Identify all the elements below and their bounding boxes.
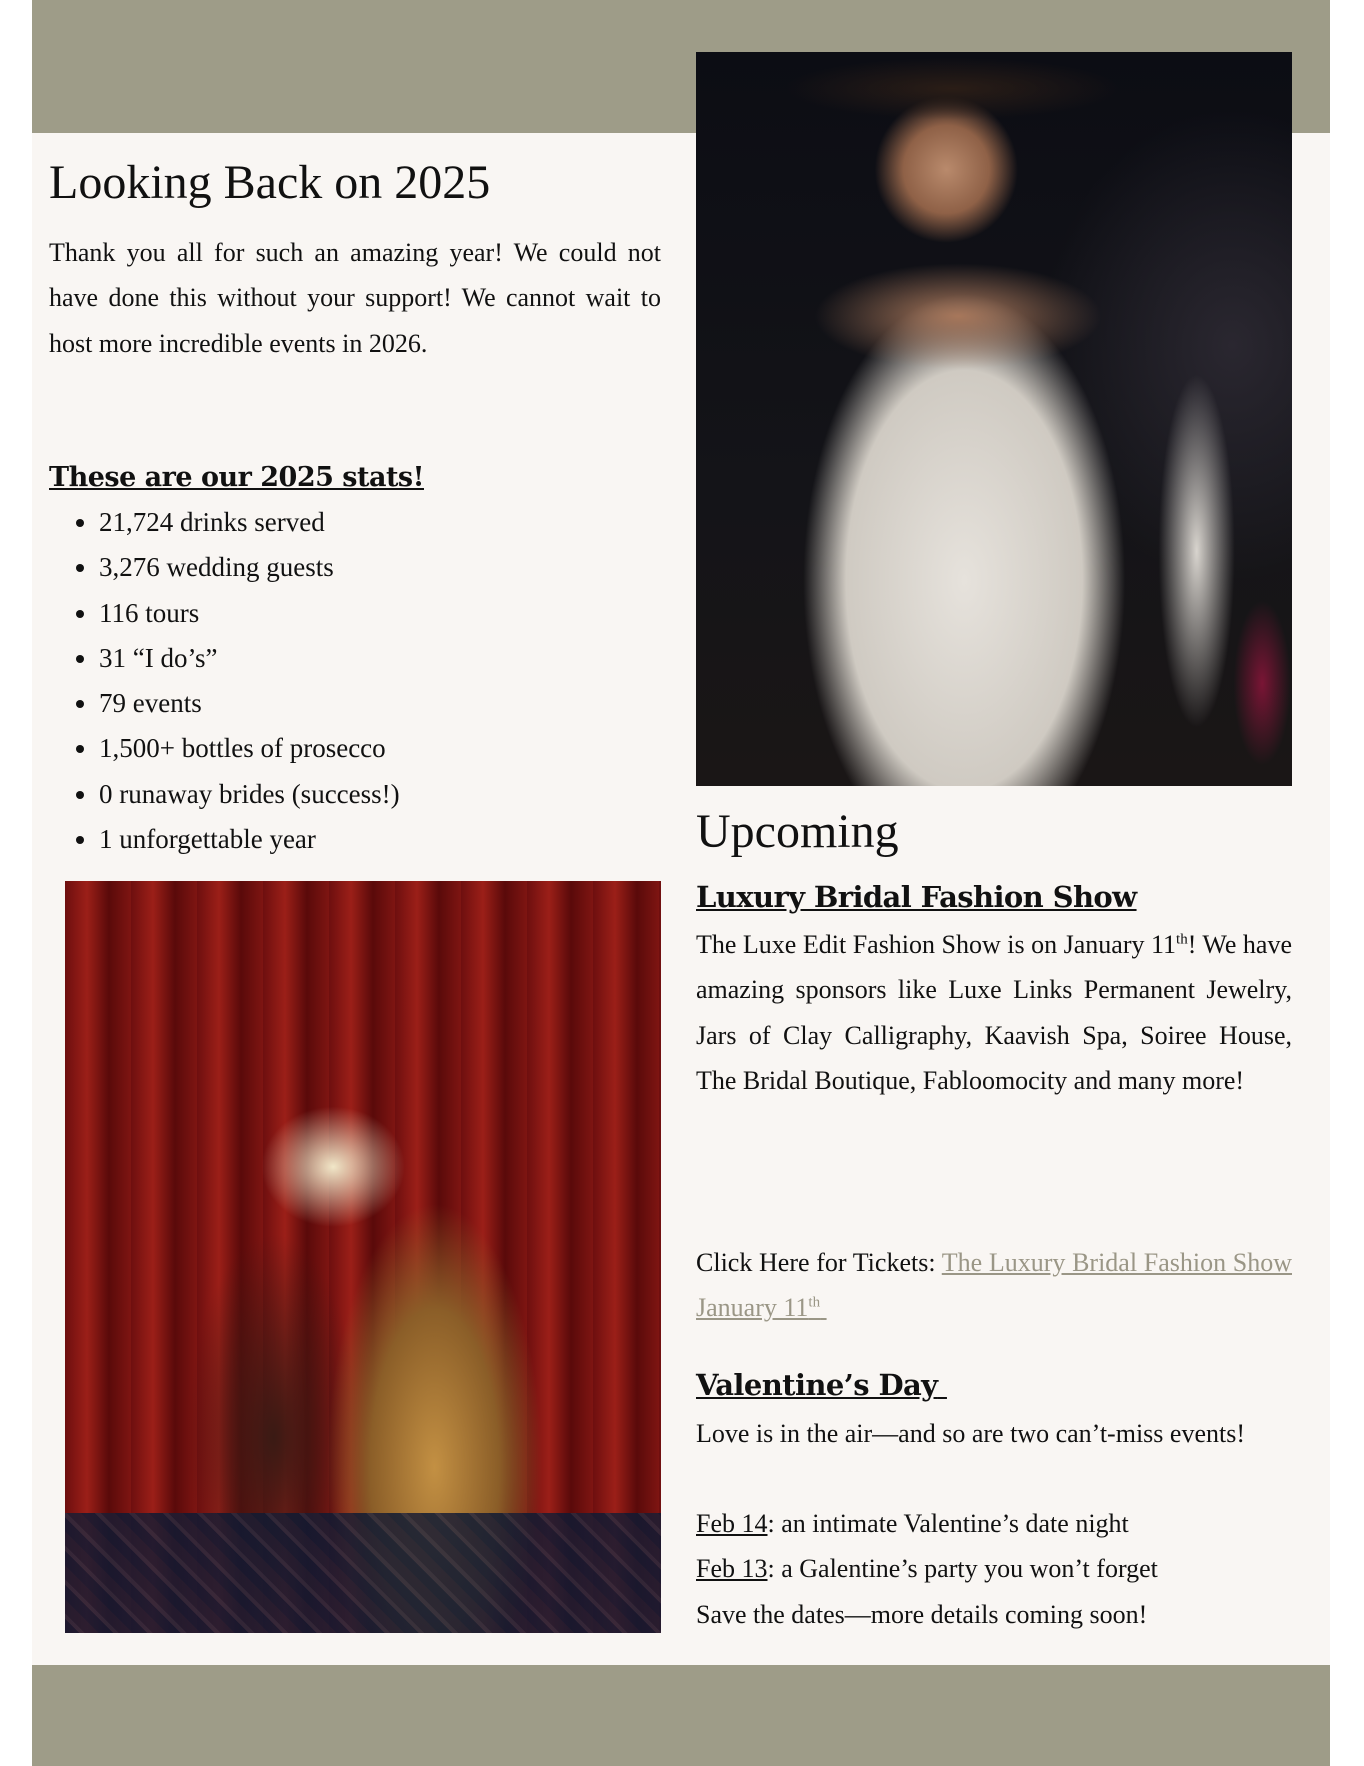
list-item: • 79 events (99, 681, 400, 726)
list-item: • 1 unforgettable year (99, 817, 400, 862)
valentine-closing: Save the dates—more details coming soon! (696, 1600, 1148, 1629)
fashion-text-end: ! We have amazing sponsors like Luxe Links Permanent Jewelry, Jars of Clay Calligraphy, Kaavish Spa, Soiree House, The Bridal Boutique, Fabloomocity and many more! (696, 930, 1292, 1095)
footer-band (32, 1665, 1330, 1766)
stats-list (49, 500, 400, 862)
stats-heading: These are our 2025 stats! (49, 462, 424, 493)
intro-paragraph: Thank you all for such an amazing year! We could not have done this without your support! We cannot wait to host more incredible events in 2026. (49, 238, 661, 358)
fashion-text-start: The Luxe Edit Fashion Show is on January 11 (696, 930, 1177, 959)
list-item: • 31 “I do’s” (99, 636, 400, 681)
list-item: • 1,500+ bottles of prosecco (99, 726, 400, 771)
valentine-heading-text: Valentine’s Day (696, 1368, 938, 1402)
curtain-party-photo (65, 881, 661, 1633)
fashion-date-suffix: th (1176, 931, 1188, 948)
list-item: • 0 runaway brides (success!) (99, 772, 400, 817)
tickets-link-text[interactable]: The Luxury Bridal Fashion Show January 11 (696, 1248, 1292, 1323)
upcoming-heading: Upcoming (696, 805, 899, 858)
bridal-gown-photo (696, 52, 1292, 786)
feb14-text: : an intimate Valentine’s date night (767, 1509, 1129, 1538)
tickets-label: Click Here for Tickets: (696, 1248, 942, 1277)
fashion-show-heading: Luxury Bridal Fashion Show (696, 880, 1137, 914)
page-title: Looking Back on 2025 (49, 156, 491, 209)
valentine-intro: Love is in the air—and so are two can’t-miss events! (696, 1419, 1245, 1448)
feb14-date: Feb 14 (696, 1509, 768, 1538)
list-item: • 21,724 drinks served (99, 500, 400, 545)
feb13-text: : a Galentine’s party you won’t forget (767, 1554, 1158, 1583)
tickets-paragraph (696, 1240, 1292, 1331)
fashion-show-paragraph (696, 922, 1292, 1103)
feb13-date: Feb 13 (696, 1554, 768, 1583)
list-item: • 3,276 wedding guests (99, 545, 400, 590)
list-item: • 116 tours (99, 591, 400, 636)
feb13-line (696, 1546, 1158, 1591)
valentine-heading (696, 1363, 947, 1408)
tickets-link-suffix[interactable]: th (808, 1294, 821, 1311)
feb14-line (696, 1501, 1129, 1546)
